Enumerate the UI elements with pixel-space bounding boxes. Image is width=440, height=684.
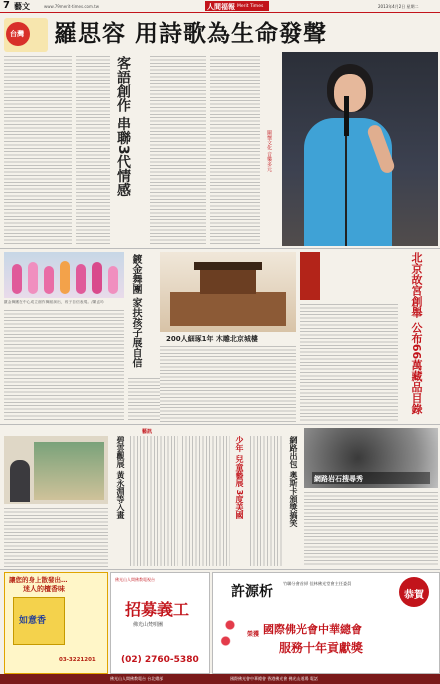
plum-blossom-icon xyxy=(219,613,241,653)
microphone-icon xyxy=(344,96,349,136)
congrats-role: 竹聯分會首掃 佳林佛光堂會主任委員 xyxy=(283,581,352,586)
main-headline: 羅思容 用詩歌為生命發聲 xyxy=(54,20,328,47)
dance-headline: 鍍金舞團 家扶孩子展自信 xyxy=(130,254,141,368)
ink-body-text xyxy=(304,492,438,566)
gate-roof xyxy=(194,262,262,270)
volunteer-ad-sub: 佛光山梵唄團 xyxy=(133,622,164,628)
header-date: 2013年4月2日 星期二 xyxy=(378,4,419,9)
lead-subhead: 客語創作 串聯3代情感 xyxy=(115,56,131,197)
incense-ad-title: 讓您的身上散發出… xyxy=(9,576,68,584)
dance-body-text xyxy=(4,310,124,422)
masthead xyxy=(0,0,440,13)
lower-headline-2: 少年 兒童藝展 3度美國 xyxy=(235,436,244,520)
taiwan-badge xyxy=(4,18,48,52)
dancer xyxy=(44,266,54,294)
lead-tag: 關懷文化 音樂多元 xyxy=(266,130,272,172)
museum-body-text xyxy=(160,346,296,422)
lead-body-text-col4 xyxy=(210,56,260,246)
volunteer-ad-phone: (02) 2760-5380 xyxy=(121,655,199,665)
mic-stand-icon xyxy=(345,136,347,246)
section-title: 藝文 xyxy=(14,2,30,11)
dance-photo xyxy=(4,252,124,298)
gate-tower xyxy=(200,268,256,294)
volunteer-ad-title: 招募義工 xyxy=(125,600,190,619)
artist-figure xyxy=(10,460,30,502)
lower-headline-1: 碧雲觀展 黃永淵等入畫 xyxy=(116,436,125,519)
congrats-label: 榮獲 xyxy=(247,631,260,638)
city-wall xyxy=(170,292,286,326)
model-city-photo xyxy=(160,252,296,332)
incense-product-name: 如意香 xyxy=(19,616,47,626)
newspaper-logo: 人間福報 xyxy=(207,3,235,11)
dancer xyxy=(92,262,102,294)
dancer xyxy=(108,266,118,294)
painting-body-text xyxy=(4,508,108,568)
footer-left: 佛光山人間佛教電台 台北總部 xyxy=(110,676,164,681)
incense-ad-phone: 03-3221201 xyxy=(59,657,96,663)
divider xyxy=(0,424,440,425)
lower-col-text-3 xyxy=(250,436,284,566)
newspaper-logo-en: Merit Times xyxy=(237,3,264,9)
dancer xyxy=(60,261,70,294)
volunteer-ad[interactable] xyxy=(110,572,210,674)
congrats-org: 國際佛光會中華總會 xyxy=(263,623,362,636)
header-url: www.79merit-times.com.tw xyxy=(44,4,99,9)
dancer xyxy=(76,264,86,294)
lead-body-text-col3 xyxy=(150,56,206,246)
congrats-award: 服務十年貢獻獎 xyxy=(279,641,364,655)
divider xyxy=(0,248,440,249)
painting-frame xyxy=(34,442,104,500)
header-logo-block xyxy=(205,1,269,11)
incense-ad-sub: 迷人的檀香味 xyxy=(23,585,65,593)
volunteer-ad-top: 佛光山人間佛教電視台 xyxy=(115,577,155,582)
congrats-name: 許源析 xyxy=(231,584,273,600)
lower-headline-3: 網路出包 奥斯卡頒獎搞笑 xyxy=(289,436,298,527)
singer-face xyxy=(334,74,366,112)
dancer xyxy=(28,262,38,294)
lead-body-text-col2 xyxy=(76,56,110,246)
painting-photo xyxy=(4,436,108,504)
dance-body-text-2 xyxy=(128,378,160,422)
congrats-seal-text: 恭賀 xyxy=(404,590,424,601)
badge-label: 台灣 xyxy=(10,30,24,38)
dancer xyxy=(12,264,22,294)
museum-stamp-photo xyxy=(300,252,320,300)
congrats-seal xyxy=(399,577,429,607)
lower-col-text xyxy=(130,436,178,566)
lead-body-text-left xyxy=(4,56,72,246)
congrats-ad[interactable] xyxy=(212,572,440,674)
lower-col-text-2 xyxy=(182,436,230,566)
dance-photo-caption: 鍍金舞團在中心成立創作舞蹈演出，孩子自信表現。/陳孟吟 xyxy=(4,300,105,304)
museum-headline: 北京故宮創舉 公布66萬藏品目錄 xyxy=(410,252,423,415)
model-city-caption: 200人細琢1年 木雕北京城樓 xyxy=(166,335,258,343)
museum-side-text xyxy=(300,304,398,422)
divider xyxy=(0,569,440,570)
singer-photo xyxy=(282,52,438,246)
page-number: 7 xyxy=(3,0,10,11)
ink-photo-caption: 網路岩石搜尋秀 xyxy=(314,475,363,483)
incense-ad[interactable] xyxy=(4,572,108,674)
footer-right: 國際佛光會中華總會 香港佛光會 佛光山道場 電話 xyxy=(230,676,318,681)
lower-kicker: 藝訊 xyxy=(142,429,153,435)
footer-bar xyxy=(0,674,440,684)
